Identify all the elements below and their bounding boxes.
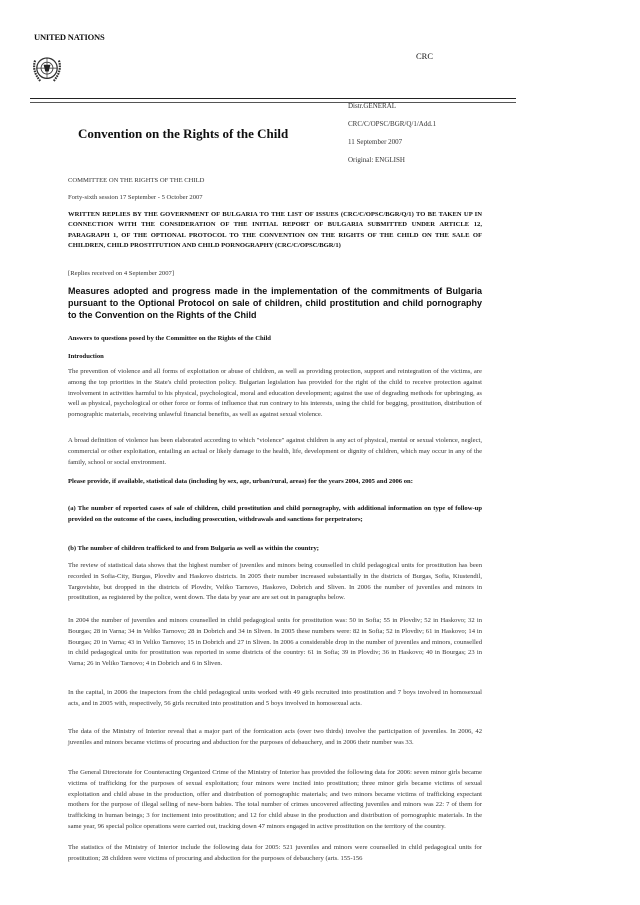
header-rule xyxy=(30,98,516,103)
paragraph: The data of the Ministry of Interior reveal that a major part of the fornication acts (over two thirds) involve the participation of juveniles. In 2006, 42 juveniles and minors became victims of procuring and abduction for the purposes of debauchery, and in 2006 their number was 33. xyxy=(68,728,482,746)
written-replies-heading: WRITTEN REPLIES BY THE GOVERNMENT OF BULGARIA TO THE LIST OF ISSUES (CRC/C/OPSC/BGR/Q/1) TO BE TAKEN UP IN CONNECTION WITH THE CONSIDERATION OF THE INITIAL REPORT OF BULGARIA SUBMITTED UNDER ARTICLE 12, PARAGRAPH 1, OF THE OPTIONAL PROTOCOL TO THE CONVENTION ON THE RIGHTS OF THE CHILD ON THE SALE OF CHILDREN, CHILD PROSTITUTION AND CHILD PORNOGRAPHY (CRC/C/OPSC/BGR/1) xyxy=(68,211,482,249)
paragraph: The General Directorate for Counteracting Organized Crime of the Ministry of Interior has provided the following data for 2006: seven minor girls became victims of trafficking for the purposes of sexual exploitation; four minors were incited into prostitution; three minor girls became victims of sexual exploitation and child abuse in the production, offer and distribution of pornographic materials; and two minors became victims of trafficking expectant mothers for the purpose of illegal selling of new-born babies. The total number of crimes uncovered affecting juveniles and minors was 22: 7 of them for trafficking in human beings; 3 for incitement into prostitution; and 12 for child abuse in the production and distribution of pornographic materials. In the same year, 96 special police operations were carried out, tracking down 47 minors engaged in active prostitution on the territory of the country. xyxy=(68,769,482,830)
question-a: (a) The number of reported cases of sale of children, child prostitution and child pornography, with additional information on type of follow-up provided on the outcome of the cases, including prosecution, withdrawals and sanctions for perpetrators; xyxy=(68,505,482,523)
paragraph: In the capital, in 2006 the inspectors from the child pedagogical units worked with 49 girls recruited into prostitution and 7 boys involved in homosexual acts, and in 2005 with, respectively, 56 girls recruited into prostitution and 5 boys involved in homosexual acts. xyxy=(68,689,482,707)
question-intro: Please provide, if available, statistical data (including by sex, age, urban/rural, areas) for the years 2004, 2005 and 2006 on: xyxy=(68,478,413,485)
introduction-heading: Introduction xyxy=(68,353,104,360)
un-emblem-icon xyxy=(30,52,64,86)
replies-received: [Replies received on 4 September 2007] xyxy=(68,270,175,277)
org-name: UNITED NATIONS xyxy=(34,32,105,42)
paragraph: In 2004 the number of juveniles and minors counselled in child pedagogical units for prostitution was: 50 in Sofia; 55 in Plovdiv; 52 in Haskovo; 32 in Bourgas; 28 in Varna; 34 in Veliko Tarnovo; 28 in Dobrich and 34 in Sliven. In 2005 these numbers were: 82 in Sofia; 52 in Plovdiv; 61 in Haskovo; 14 in Bourgas; 20 in Varna; 43 in Veliko Tarnovo; 15 in Dobrich and 27 in Sliven. In 2006 a considerable drop in the number of juveniles and minors, counselled in child pedagogical units for prostitution was reported in some districts of the country: 61 in Sofia; 39 in Plovdiv; 36 in Haskovo; 40 in Bourgas; 23 in Varna; 26 in Veliko Tarnovo; 4 in Dobrich and 6 in Sliven. xyxy=(68,617,482,668)
distribution: Distr.GENERAL xyxy=(348,102,397,110)
series-symbol: CRC xyxy=(416,51,434,61)
document-title: Convention on the Rights of the Child xyxy=(78,126,289,141)
original-language: Original: ENGLISH xyxy=(348,156,405,164)
measures-heading: Measures adopted and progress made in the implementation of the commitments of Bulgaria pursuant to the Optional Protocol on sale of children, child prostitution and child pornography to the Convention on the Rights of the Child xyxy=(68,286,482,320)
session-line: Forty-sixth session 17 September - 5 October 2007 xyxy=(68,194,203,201)
answers-heading: Answers to questions posed by the Committee on the Rights of the Child xyxy=(68,335,271,342)
paragraph: The review of statistical data shows that the highest number of juveniles and minors being counselled in child pedagogical units for prostitution has been recorded in Sofia-City, Burgas, Plovdiv and Haskovo districts. In 2005 their number increased substantially in the districts of Burgas, Sofia, Kiustendil, Targovishte, but dropped in the districts of Plovdiv, Veliko Tarnovo, Haskovo, Dobrich and Sliven. In 2006 the number of juveniles and minors in prostitution, as registered by the police, went down. The data by year are are set out in paragraphs below. xyxy=(68,562,482,602)
paragraph: The prevention of violence and all forms of exploitation or abuse of children, as well as providing protection, support and reintegration of the victims, are among the top priorities in the State's child protection policy. Bulgarian legislation has provided for the right of the child to receive protection against involvement in activities harmful to his physical, psychological, moral and education development; against the use of degrading methods for upbringing, as well as physical, psychological or other force or forms of influence that run contrary to his interests, using the child for begging, prostitution, distribution of pornographic materials, receiving unlawful financial benefits, as well as against sexual violence. xyxy=(68,368,482,419)
question-b: (b) The number of children trafficked to and from Bulgaria as well as within the country; xyxy=(68,545,319,552)
committee-line: COMMITTEE ON THE RIGHTS OF THE CHILD xyxy=(68,177,205,184)
paragraph: A broad definition of violence has been elaborated according to which "violence" against children is any act of physical, mental or sexual violence, neglect, commercial or other exploitation, entailing an actual or likely damage to the health, life, development or dignity of children, which may occur in any of the family, school or social environment. xyxy=(68,437,482,466)
document-date: 11 September 2007 xyxy=(348,138,403,146)
document-symbol: CRC/C/OPSC/BGR/Q/1/Add.1 xyxy=(348,120,437,128)
paragraph: The statistics of the Ministry of Interior include the following data for 2005: 521 juveniles and minors were counselled in child pedagogical units for prostitution; 28 children were victims of procuring and abduction for the purposes of debauchery (arts. 155-156 xyxy=(68,844,482,862)
